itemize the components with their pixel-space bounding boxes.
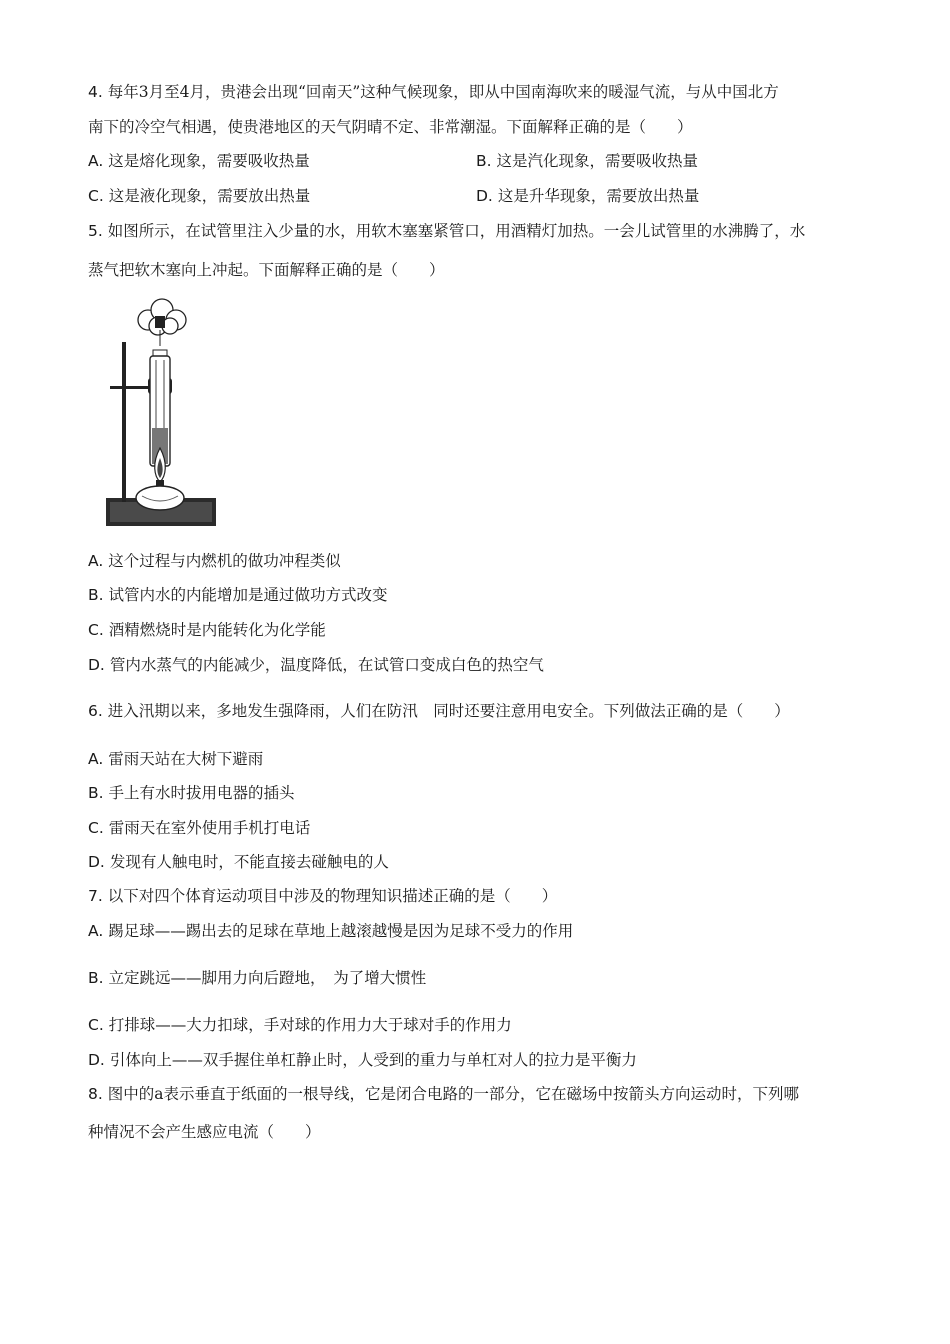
q6-option-b[interactable] [88,783,295,803]
q6-option-d[interactable] [88,852,389,872]
option-text: 这是升华现象，需要放出热量 [497,187,700,205]
q5-option-a[interactable] [88,551,341,571]
q8-stem-line-1 [88,1084,799,1104]
q5-stem-line-2: 蒸气把软木塞向上冲起。下面解释正确的是（ ） [88,261,445,279]
option-letter: B. [476,152,492,170]
option-letter: A. [88,552,104,570]
q5-option-b[interactable] [88,585,388,605]
q7-number: 7. [88,887,103,905]
q5-stem-text-1: 如图所示，在试管里注入少量的水，用软木塞塞紧管口，用酒精灯加热。一会儿试管里的水沸腾了，水 [107,222,806,240]
option-letter: B. [88,586,104,604]
q8-number: 8. [88,1085,103,1103]
option-letter: A. [88,152,104,170]
stand-rod-icon [122,342,126,502]
q7-stem-text-1: 以下对四个体育运动项目中涉及的物理知识描述正确的是（ ） [107,887,558,905]
option-text: 这是液化现象，需要放出热量 [108,187,311,205]
option-letter: C. [88,819,104,837]
q7-option-d[interactable] [88,1050,637,1070]
option-text: 踢足球——踢出去的足球在草地上越滚越慢是因为足球不受力的作用 [108,922,574,940]
q6-option-c[interactable] [88,818,310,838]
option-letter: B. [88,969,104,987]
option-text: 这是汽化现象，需要吸收热量 [496,152,699,170]
q7-stem-line-1 [88,886,557,906]
option-letter: D. [88,1051,105,1069]
q7-option-a[interactable] [88,921,573,941]
option-letter: D. [88,853,105,871]
option-letter: A. [88,922,104,940]
q4-stem-text-1: 每年3月至4月，贵港会出现“回南天”这种气候现象，即从中国南海吹来的暖湿气流，与从中国北方 [107,83,779,101]
option-text: 这个过程与内燃机的做功冲程类似 [108,552,341,570]
option-text: 试管内水的内能增加是通过做功方式改变 [108,586,388,604]
test-tube-heating-apparatus-icon [100,298,222,532]
option-letter: A. [88,750,104,768]
q4-option-a[interactable] [88,151,310,171]
q6-number: 6. [88,702,103,720]
option-text: 引体向上——双手握住单杠静止时，人受到的重力与单杠对人的拉力是平衡力 [109,1051,637,1069]
cork-icon [155,316,165,328]
alcohol-lamp-icon [136,486,184,510]
q5-number: 5. [88,222,103,240]
q6-stem-text-1: 进入汛期以来，多地发生强降雨，人们在防汛 同时还要注意用电安全。下列做法正确的是（ ） [107,702,790,720]
q7-option-b[interactable] [88,968,426,988]
option-text: 手上有水时拔用电器的插头 [108,784,295,802]
option-letter: C. [88,1016,104,1034]
q4-option-d[interactable] [476,186,699,206]
q4-option-c[interactable] [88,186,310,206]
option-text: 管内水蒸气的内能减少，温度降低，在试管口变成白色的热空气 [109,656,544,674]
option-text: 雷雨天站在大树下避雨 [108,750,264,768]
option-letter: B. [88,784,104,802]
q8-stem-text-1: 图中的a表示垂直于纸面的一根导线，它是闭合电路的一部分，它在磁场中按箭头方向运动时，下列哪 [107,1085,799,1103]
q7-option-c[interactable] [88,1015,512,1035]
option-text: 酒精燃烧时是内能转化为化学能 [108,621,326,639]
q5-option-d[interactable] [88,655,544,675]
q4-stem-line-1 [88,82,779,102]
option-text: 打排球——大力扣球，手对球的作用力大于球对手的作用力 [108,1016,512,1034]
option-letter: C. [88,187,104,205]
option-letter: C. [88,621,104,639]
q4-number: 4. [88,83,103,101]
option-text: 立定跳远——脚用力向后蹬地， 为了增大惯性 [108,969,427,987]
q4-stem-line-2: 南下的冷空气相遇，使贵港地区的天气阴晴不定、非常潮湿。下面解释正确的是（ ） [88,118,693,136]
q4-option-b[interactable] [476,151,698,171]
option-text: 雷雨天在室外使用手机打电话 [108,819,311,837]
q5-stem-line-1 [88,221,805,241]
q6-option-a[interactable] [88,749,263,769]
q5-option-c[interactable] [88,620,326,640]
q6-stem-line-1 [88,701,790,721]
option-letter: D. [476,187,493,205]
option-text: 发现有人触电时，不能直接去碰触电的人 [109,853,389,871]
q8-stem-line-2: 种情况不会产生感应电流（ ） [88,1123,321,1141]
option-letter: D. [88,656,105,674]
option-text: 这是熔化现象，需要吸收热量 [108,152,310,170]
